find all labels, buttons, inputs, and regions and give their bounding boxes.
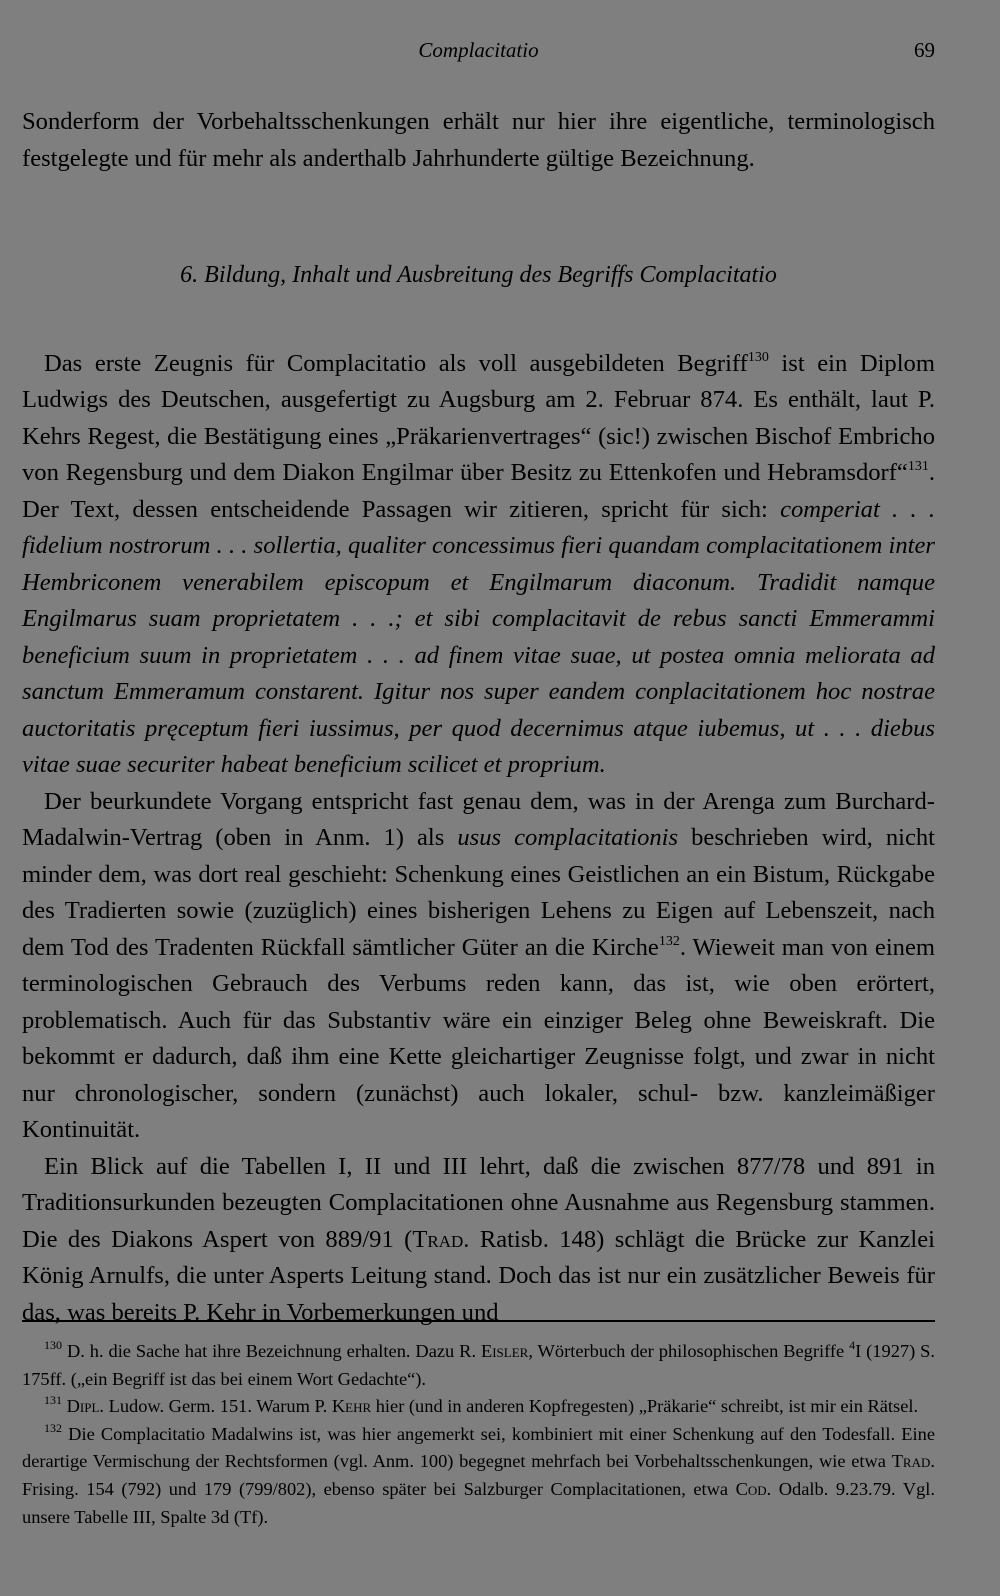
footnote-number: 131 [44,1393,62,1408]
para2-italic-term: usus complacitationis [457,824,679,851]
paragraph-2 [22,784,935,1149]
intro-text: Sonderform der Vorbehaltsschenkungen erhält nur hier ihre eigentliche, terminologisch festgelegte und für mehr als anderthalb Jahrhunderte gültige Bezeichnung. [22,108,935,172]
footnote-text: . Frising. 154 (792) und 179 (799/802), ebenso später bei Salzburger Complacitationen, etwa [22,1451,935,1499]
footnote-ref-132: 132 [658,933,680,949]
author-name: Eisler [480,1341,529,1361]
para2-text-3: . Wieweit man von einem terminologischen Gebrauch des Verbums reden kann, das ist, wie oben erörtert, problematisch. Auch für das Substantiv wäre ein einziger Beleg ohne Beweiskraft. Die bekommt er dadurch, daß ihm eine Kette gleichartiger Zeugnisse folgt, und zwar in nicht nur chronologischer, sondern (zunächst) auch lokaler, schul- bzw. kanzleimäßiger Kontinuität. [22,933,935,1143]
para3-small-caps: Trad [412,1225,464,1253]
footnote-text: , Wörterbuch der philosophischen Begriffe [528,1341,850,1361]
footnote-ref-130: 130 [747,349,769,365]
para2-text-1: Der beurkundete Vorgang entspricht fast genau dem, was in der Arenga zum Burchard-Madalwin-Vertrag (oben in Anm. 1) als [22,787,935,851]
para1-text-1: Das erste Zeugnis für Complacitatio als voll ausgebildeten Begriff [44,349,748,377]
source-abbrev: Cod [735,1478,767,1499]
footnote-131 [22,1393,935,1421]
footnote-number: 132 [44,1420,62,1435]
para1-text-3: . Der Text, dessen entscheidende Passagen wir zitieren, spricht für sich: [22,459,935,523]
edition-superscript: 4 [849,1338,856,1352]
footnote-text: . Ludow. Germ. 151. Warum P. [99,1396,332,1417]
footnote-text: I (1927) S. 175ff. („ein Begriff ist das bei einem Wort Gedachte“). [22,1341,935,1389]
footnote-divider [22,1320,935,1322]
paragraph-3 [22,1149,935,1332]
footnote-ref-131: 131 [907,459,929,474]
para2-text-2: beschrieben wird, nicht minder dem, was dort real geschieht: Schenkung eines Geistlichen an ein Bistum, Rückgabe des Tradierten sowie (zuzüglich) eines bisherigen Lehens zu Eigen auf Lebenszeit, nach dem Tod des Tradenten Rückfall sämtlicher Güter an die Kirche [22,824,936,961]
source-abbrev: Trad [891,1451,931,1472]
footnote-text: D. h. die Sache hat ihre Bezeichnung erhalten. Dazu R. [62,1341,481,1361]
para1-text-2: ist ein Diplom Ludwigs des Deutschen, ausgefertigt zu Augsburg am 2. Februar 874. Es enthält, laut P. Kehrs Regest, die Bestätigung eines „Präkarienvertrages“ (sic!) zwischen Bischof Embricho von Regensburg und dem Diakon Engilmar über Besitz zu Ettenkofen und Hebramsdorf“ [22,349,935,486]
footnote-text: hier (und in anderen Kopfregesten) „Präkarie“ schreibt, ist mir ein Rätsel. [371,1396,919,1417]
page-number: 69 [914,38,935,62]
page-header [22,38,935,68]
footnote-130 [22,1338,935,1393]
footnote-132 [22,1421,935,1531]
section-heading: 6. Bildung, Inhalt und Ausbreitung des Begriffs Complacitatio [180,262,777,288]
author-name: Kehr [331,1396,372,1417]
footnote-text: Die Complacitatio Madalwins ist, was hier angemerkt sei, kombiniert mit einer Schenkung auf den Todesfall. Eine derartige Vermischung der Rechtsformen (vgl. Anm. 100) begegnet mehrfach bei Vorbehaltsschenkungen, wie etwa [22,1423,935,1472]
source-abbrev: Dipl [62,1396,100,1417]
main-text [22,104,935,1331]
para3-text-2: . Ratisb. 148) schlägt die Brücke zur Kanzlei König Arnulfs, die unter Asperts Leitung stand. Doch das ist nur ein zusätzlicher Beweis für das, was bereits P. Kehr in Vorbemerkungen und [22,1225,936,1326]
paragraph-1 [22,346,935,784]
para3-text-1: Ein Blick auf die Tabellen I, II und III lehrt, daß die zwischen 877/78 und 891 in Traditionsurkunden bezeugten Complacitationen ohne Ausnahme aus Regensburg stammen. Die des Diakons Aspert von 889/91 ( [22,1152,935,1253]
intro-paragraph [22,104,935,177]
footnotes [22,1338,935,1531]
footnote-number: 130 [44,1338,62,1352]
running-title: Complacitatio [418,38,539,62]
footnote-text: . Odalb. 9.23.79. Vgl. unsere Tabelle III, Spalte 3d (Tf). [22,1478,935,1527]
latin-quotation: comperiat . . . fidelium nostrorum . . . sollertia, qualiter concessimus fieri quandam complacitationem inter Hembriconem venerabilem episcopum et Engilmarum diaconum. Tradidit namque Engilmarus suam proprietatem . . .; et sibi complacitavit de rebus sancti Emmerammi beneficium suum in proprietatem . . . ad finem vitae suae, ut postea omnia meliorata ad sanctum Emmeramum constarent. Igitur nos super eandem conplacitationem hoc nostrae auctoritatis pręceptum fieri iussimus, per quod decernimus atque iubemus, ut . . . diebus vitae suae securiter habeat beneficium scilicet et proprium. [22,495,935,778]
